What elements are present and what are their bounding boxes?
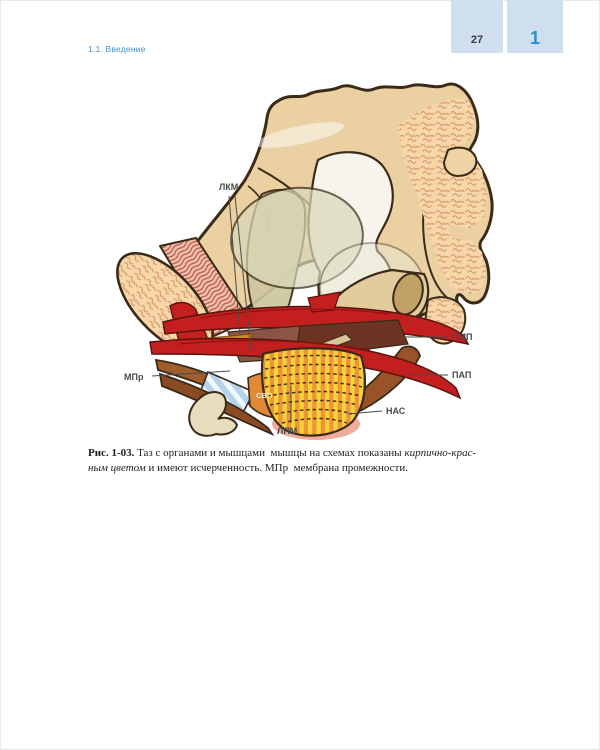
label-pmp: ПМП [452, 332, 473, 342]
section-header-label: 1.1. Введение [88, 44, 146, 54]
page-number: 27 [470, 34, 484, 46]
chapter-number: 1 [529, 28, 540, 48]
figure-caption-italic2: ным цветом [88, 462, 146, 474]
label-pap: ПАП [452, 370, 472, 380]
figure-caption-text2: и имеют исчерченность. МПр мембрана промежности. [148, 462, 408, 474]
figure-caption [88, 446, 518, 476]
label-svp: СВП [256, 391, 273, 400]
label-lkm: ЛКМ [219, 182, 239, 192]
figure-caption-italic1: кирпично-крас- [404, 447, 477, 459]
figure-caption-number: Рис. 1-03. [88, 447, 135, 459]
label-lpm: ЛПМ [277, 426, 298, 436]
label-mpr: МПр [124, 372, 144, 382]
figure-caption-text1: Таз с органами и мышцами мышцы на схемах показаны [137, 447, 402, 459]
label-nas: НАС [386, 406, 406, 416]
